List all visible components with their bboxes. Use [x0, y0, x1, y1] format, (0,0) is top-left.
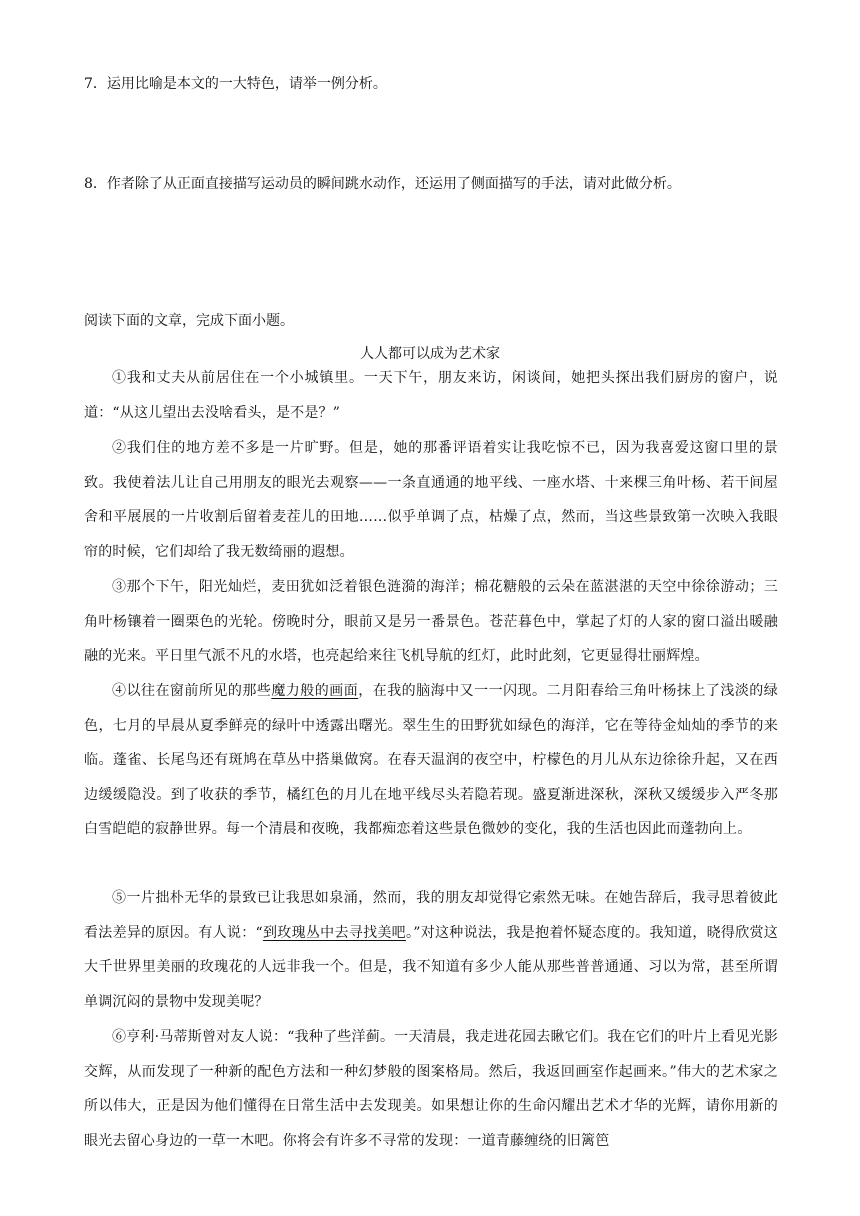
- reading-instruction: 阅读下面的文章，完成下面小题。: [84, 313, 294, 329]
- paragraph-5-text-b: 。”对这种说法，我是抱着怀疑态度的。我知道，晓得欣赏这大千世界里美丽的玫瑰花的人远非我一个。但是，我不知道有多少人能从那些普普通通、习以为常，甚至所谓单调沉闷的景物中发现美呢？: [84, 924, 779, 1010]
- paragraph-2: ②我们住的地方差不多是一片旷野。但是，她的那番评语着实让我吃惊不已，因为我喜爱这窗口里的景致。我使着法儿让自己用朋友的眼光去观察——一条直通通的地平线、一座水塔、十来棵三角叶杨、若干间屋舍和平展展的一片收割后留着麦茬儿的田地……似乎单调了点，枯燥了点，然而，当这些景致第一次映入我眼帘的时候，它们却给了我无数绮丽的遐想。: [84, 440, 778, 560]
- paragraph-5-text-a: ⑤一片拙朴无华的景致已让我思如泉涌，然而，我的朋友却觉得它索然无味。在她告辞后，我寻思着彼此看法差异的原因。有人说：“: [84, 890, 778, 941]
- paragraph-5-underlined-phrase: 到玫瑰丛中去寻找美吧: [262, 924, 406, 941]
- paragraph-4-text-b: ，在我的脑海中又一一闪现。二月阳春给三角叶杨抹上了浅淡的绿色，七月的早晨从夏季鲜亮的绿叶中透露出曙光。翠生生的田野犹如绿色的海洋，它在等待金灿灿的季节的来临。蓬雀、长尾鸟还有斑鸠在草丛中搭巢做窝。在春天温润的夜空中，柠檬色的月儿从东边徐徐升起，又在西边缓缓隐没。到了收获的季节，橘红色的月儿在地平线尽头若隐若现。盛夏渐进深秋，深秋又缓缓步入严冬那白雪皑皑的寂静世界。每一个清晨和夜晚，我都痴恋着这些景色微妙的变化，我的生活也因此而蓬勃向上。: [84, 683, 778, 838]
- paragraph-5: [84, 881, 778, 1019]
- paragraph-6: ⑥亨利·马蒂斯曾对友人说：“我种了些洋蓟。一天清晨，我走进花园去瞅它们。我在它们的叶片上看见光影交辉，从而发现了一种新的配色方法和一种幻梦般的图案格局。然后，我返回画室作起画来。”伟大的艺术家之所以伟大，正是因为他们懂得在日常生活中去发现美。如果想让你的生命闪耀出艺术才华的光辉，请你用新的眼光去留心身边的一草一木吧。你将会有许多不寻常的发现：一道青藤缠绕的旧篱笆: [84, 1029, 778, 1149]
- paragraph-4-text-a: ④以往在窗前所见的那些: [112, 683, 272, 699]
- paragraph-4: [84, 674, 778, 847]
- article-title: 人人都可以成为艺术家: [360, 346, 500, 362]
- question-8: 8．作者除了从正面直接描写运动员的瞬间跳水动作，还运用了侧面描写的手法，请对此做分析。: [84, 176, 681, 192]
- paragraph-1: ①我和丈夫从前居住在一个小城镇里。一天下午，朋友来访，闲谈间，她把头探出我们厨房的窗户，说道：“从这儿望出去没啥看头，是不是？”: [84, 370, 778, 421]
- paragraph-3: ③那个下午，阳光灿烂，麦田犹如泛着银色涟漪的海洋；棉花糖般的云朵在蓝湛湛的天空中徐徐游动；三角叶杨镶着一圈栗色的光轮。傍晚时分，眼前又是另一番景色。苍茫暮色中，掌起了灯的人家的窗口溢出暖融融的光来。平日里气派不凡的水塔，也亮起给来往飞机导航的红灯，此时此刻，它更显得壮丽辉煌。: [84, 579, 778, 665]
- paragraph-4-underlined-phrase: 魔力般的画面: [271, 683, 359, 699]
- question-7: 7．运用比喻是本文的一大特色，请举一例分析。: [84, 76, 387, 92]
